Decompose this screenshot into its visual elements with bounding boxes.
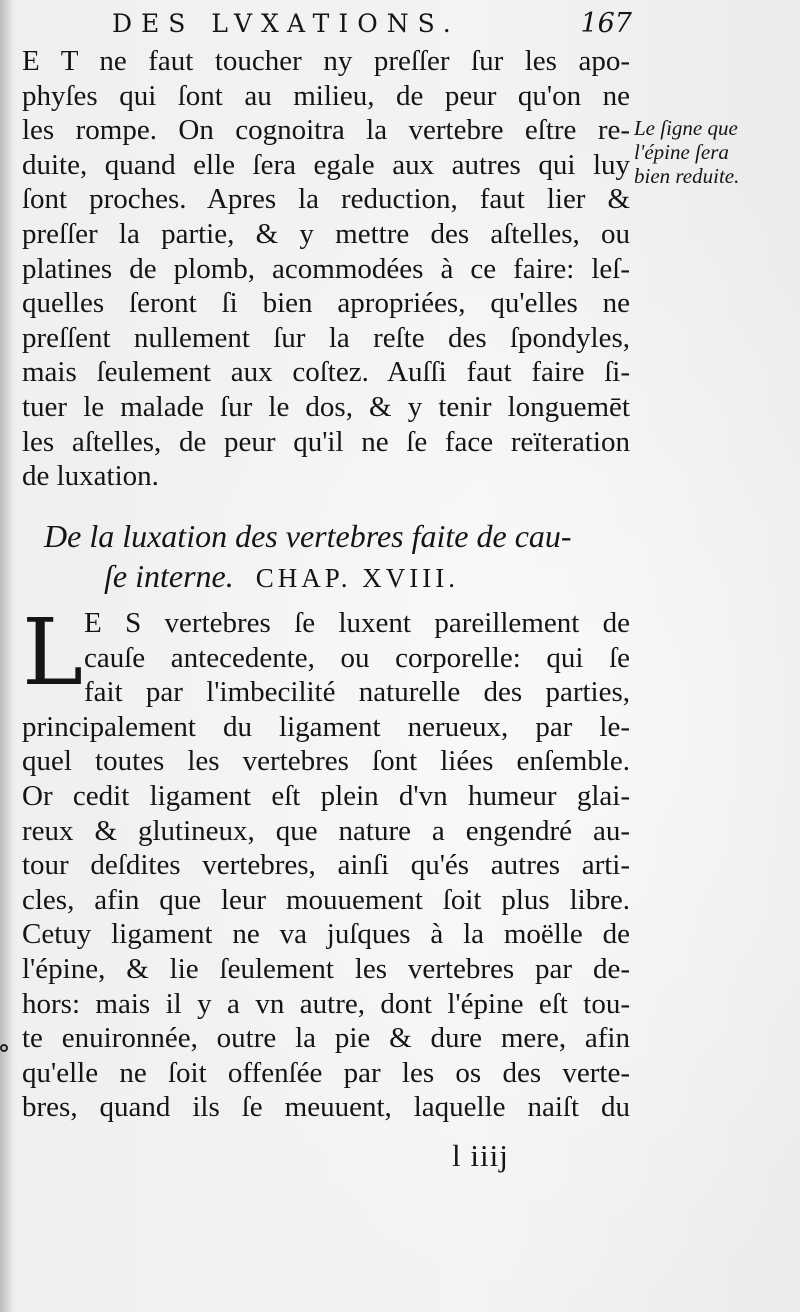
chapter-heading — [44, 516, 624, 598]
signature-mark: l iiij — [452, 1138, 509, 1173]
page-number: 167 — [580, 8, 632, 39]
running-head — [112, 6, 632, 42]
text-line: mais ſeulement aux coſtez. Auſſi faut faire ſi- — [22, 356, 630, 389]
text-line: Or cedit ligament eſt plein d'vn humeur glai- — [22, 779, 630, 812]
text-line: les aſtelles, de peur qu'il ne ſe face reïteration — [22, 425, 630, 458]
text-line: fait par l'imbecilité naturelle des parties, — [84, 676, 630, 709]
text-line: de luxation. — [22, 460, 159, 493]
chapter-title-line-2 — [44, 556, 624, 598]
text-line: qu'elle ne ſoit offenſée par les os des verte- — [22, 1056, 630, 1089]
text-line: Cetuy ligament ne va juſques à la moëlle de — [22, 918, 630, 951]
paragraph-2 — [22, 599, 630, 1125]
text-line: duite, quand elle ſera egale aux autres qui luy — [22, 148, 630, 181]
margin-note-line: Le ſigne que — [634, 116, 738, 140]
chapter-label: CHAP. XVIII. — [255, 563, 459, 593]
text-line: platines de plomb, acommodées à ce faire: leſ- — [22, 252, 630, 285]
text-line: quel toutes les vertebres ſont liées enſemble. — [22, 745, 630, 778]
text-line: quelles ſeront ſi bien apropriées, qu'elles ne — [22, 287, 630, 320]
margin-note — [634, 116, 794, 188]
text-line: preſſent nullement ſur la reſte des ſpondyles, — [22, 321, 630, 354]
text-line: l'épine, & lie ſeulement les vertebres par de- — [22, 952, 630, 985]
margin-mark — [0, 1044, 8, 1052]
margin-note-line: l'épine ſera — [634, 140, 729, 164]
text-line: phyſes qui ſont au milieu, de peur qu'on ne — [22, 79, 630, 112]
text-line: tour deſdites vertebres, ainſi qu'és autres arti- — [22, 849, 630, 882]
text-line: bres, quand ils ſe meuuent, laquelle naiſt du — [22, 1091, 630, 1124]
text-line: preſſer la partie, & y mettre des aſtelles, ou — [22, 217, 630, 250]
text-line: principalement du ligament nerueux, par le- — [22, 710, 630, 743]
drop-cap: L — [22, 599, 84, 706]
text-line: E S vertebres ſe luxent pareillement de — [84, 607, 630, 639]
text-line: te enuironnée, outre la pie & dure mere, afin — [22, 1022, 630, 1055]
chapter-title-line-1: De la luxation des vertebres faite de cau- — [44, 518, 572, 554]
paragraph-1 — [22, 44, 630, 494]
text-line: tuer le malade ſur le dos, & y tenir longuemēt — [22, 390, 630, 423]
text-line: cles, afin que leur mouuement ſoit plus libre. — [22, 883, 630, 916]
running-title: DES LVXATIONS. — [112, 9, 460, 38]
text-line: reux & glutineux, que nature a engendré au- — [22, 814, 630, 847]
text-line: cauſe antecedente, ou corporelle: qui ſe — [84, 641, 630, 674]
text-line: les rompe. On cognoitra la vertebre eſtre re- — [22, 114, 630, 147]
margin-note-line: bien reduite. — [634, 164, 740, 188]
text-line: E T ne faut toucher ny preſſer ſur les apo- — [22, 45, 630, 77]
chapter-title-tail: ſe interne. — [104, 558, 234, 594]
gutter-shadow — [0, 0, 14, 1312]
text-line: ſont proches. Apres la reduction, faut lier & — [22, 183, 630, 216]
text-line: hors: mais il y a vn autre, dont l'épine eſt tou- — [22, 987, 630, 1020]
